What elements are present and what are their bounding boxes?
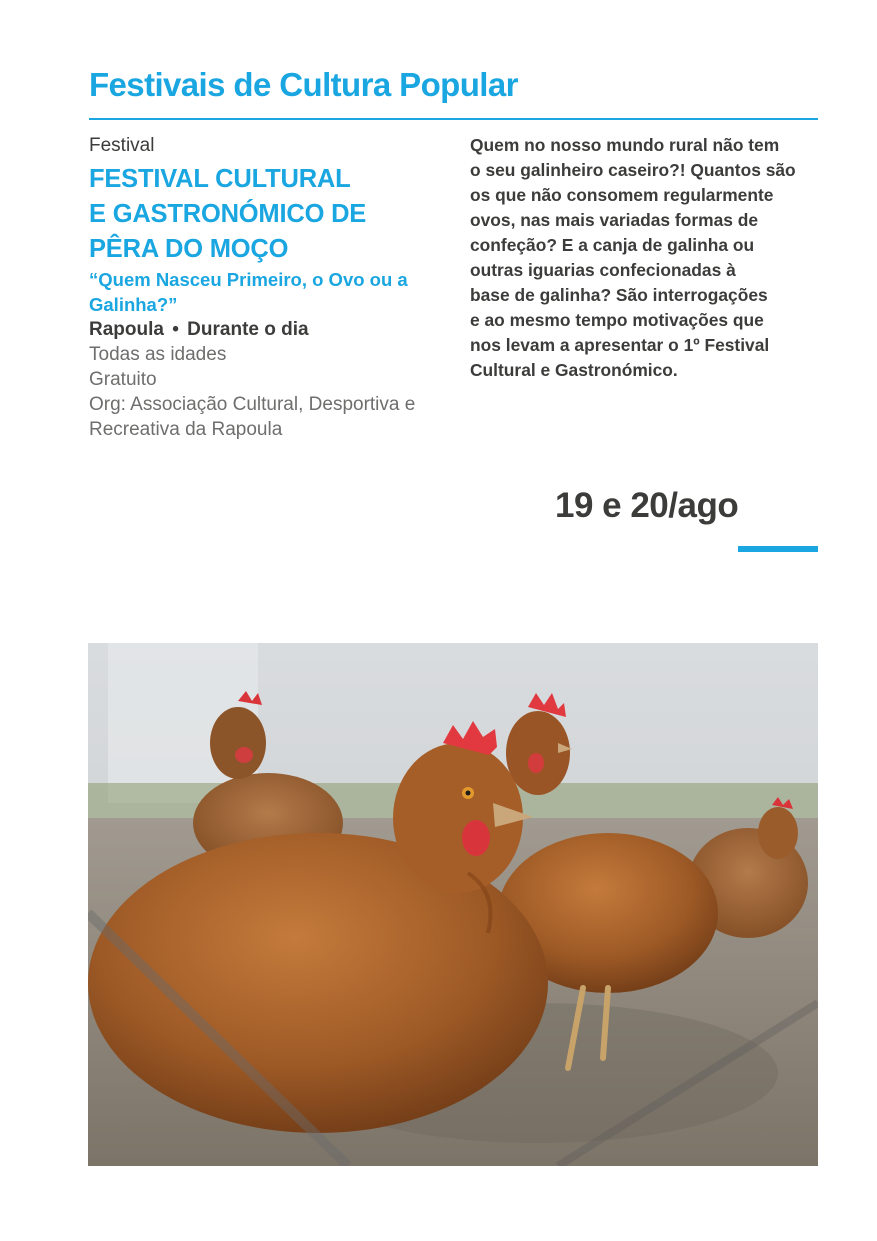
event-title-line: E GASTRONÓMICO DE [89, 200, 367, 228]
event-description [470, 133, 820, 383]
event-location: Rapoula [89, 319, 164, 340]
description-line: nos levam a apresentar o 1º Festival [470, 335, 770, 355]
event-title [89, 162, 449, 267]
description-line: base de galinha? São interrogações [470, 285, 768, 305]
event-subtitle: “Quem Nasceu Primeiro, o Ovo ou a Galinha?” [89, 269, 408, 315]
description-line: Quem no nosso mundo rural não tem [470, 135, 780, 155]
event-price: Gratuito [89, 369, 157, 390]
event-location-time [89, 317, 449, 342]
event-category: Festival [89, 135, 155, 156]
event-title-line: PÊRA DO MOÇO [89, 235, 289, 263]
event-audience: Todas as idades [89, 344, 227, 365]
description-line: os que não consomem regularmente [470, 185, 774, 205]
hens-photo [88, 643, 818, 1166]
description-line: Cultural e Gastronómico. [470, 360, 678, 380]
title-divider [89, 118, 818, 120]
description-line: e ao mesmo tempo motivações que [470, 310, 764, 330]
event-title-line: FESTIVAL CULTURAL [89, 165, 351, 193]
description-line: ovos, nas mais variadas formas de [470, 210, 759, 230]
section-title: Festivais de Cultura Popular [89, 66, 518, 103]
description-line: confeção? E a canja de galinha ou [470, 235, 755, 255]
description-line: outras iguarias confecionadas à [470, 260, 736, 280]
event-info [89, 133, 449, 442]
date-underline [738, 546, 818, 552]
event-date: 19 e 20/ago [555, 486, 739, 525]
bullet-separator: • [172, 319, 179, 340]
event-organizer: Org: Associação Cultural, Desportiva e Recreativa da Rapoula [89, 394, 416, 440]
event-time: Durante o dia [187, 319, 309, 340]
description-line: o seu galinheiro caseiro?! Quantos são [470, 160, 796, 180]
